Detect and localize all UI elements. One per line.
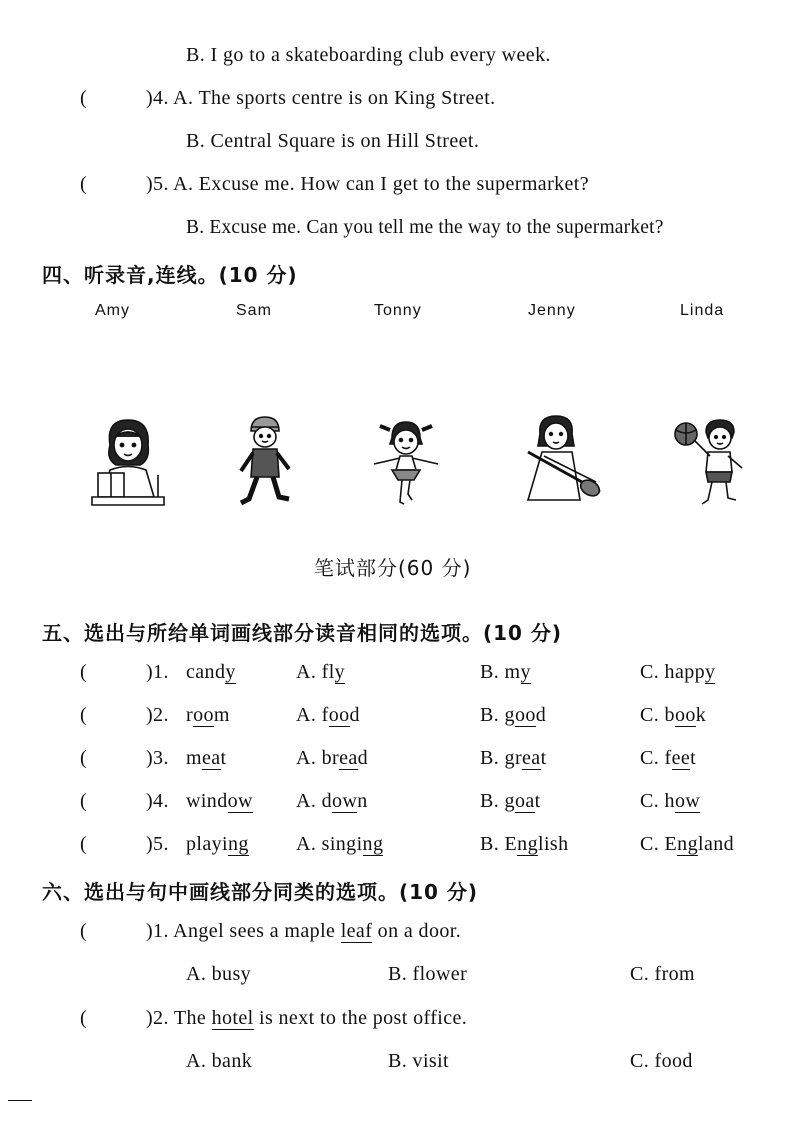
s6-q2-post: is next to the post office. [253,1007,468,1029]
word-part: B. g [480,704,515,726]
word-part: C. b [640,704,675,726]
underlined-letters: y [225,661,236,683]
underlined-letters: y [520,661,531,683]
answer-paren[interactable]: ( [80,920,87,942]
underlined-letters: y [705,661,716,683]
page-corner-rule [8,1100,32,1101]
word-part: cand [186,661,226,683]
word-part: r [186,704,194,726]
word-part: d [357,747,369,769]
name-amy[interactable]: Amy [95,302,130,319]
s5-option-a[interactable] [296,833,383,856]
answer-paren[interactable]: ( [80,173,87,195]
word-part: t [220,747,227,769]
underlined-letters: ow [332,790,358,812]
answer-paren[interactable]: ( [80,661,87,683]
s5-option-a[interactable] [296,747,368,770]
word-part: playi [186,833,228,855]
word-part: t [534,790,541,812]
underlined-letters: ea [522,747,541,769]
word-part: m [186,747,202,769]
word-part: A. f [296,704,329,726]
word-part: d [349,704,360,726]
q3-option-b: B. I go to a skateboarding club every week. [186,44,551,66]
s5-option-b[interactable] [480,747,547,770]
q4-option-a: )4. A. The sports centre is on King Street. [146,87,496,109]
s6-q1-option-a[interactable]: A. busy [186,963,252,985]
s5-option-a[interactable] [296,661,345,684]
s6-q1-post: on a door. [372,920,462,942]
underlined-letters: oo [674,704,696,726]
word-part: B. g [480,790,515,812]
section5-heading: 五、选出与所给单词画线部分读音相同的选项。(10 分) [42,621,563,645]
name-jenny[interactable]: Jenny [528,302,576,319]
section6-heading: 六、选出与句中画线部分同类的选项。(10 分) [42,880,479,904]
word-part: A. br [296,747,340,769]
word-part: n [357,790,368,812]
word-part: d [535,704,547,726]
underlined-letters: oo [193,704,214,726]
underlined-letters: ng [228,833,249,855]
underlined-letters: ng [677,833,698,855]
s5-option-a[interactable] [296,790,368,813]
section4-heading: 四、听录音,连线。(10 分) [42,263,298,287]
q5-option-b: B. Excuse me. Can you tell me the way to the supermarket? [186,217,664,238]
s5-option-b[interactable] [480,790,541,813]
underlined-letters: ow [674,790,701,812]
s6-q1-pre: )1. Angel sees a maple [146,920,341,942]
word-part: wind [186,790,228,812]
s5-option-b[interactable] [480,704,546,727]
s5-given-word [186,790,253,813]
word-part: t [540,747,547,769]
word-part: land [697,833,735,855]
word-part: C. f [640,747,672,769]
word-part: t [690,747,697,769]
underlined-letters: ea [339,747,358,769]
word-part: C. happ [640,661,706,683]
s6-q2-sentence [146,1007,467,1030]
name-tonny[interactable]: Tonny [374,302,422,319]
s5-option-c[interactable] [640,790,700,813]
name-sam[interactable]: Sam [236,302,272,319]
word-part: A. fl [296,661,335,683]
s6-q2-option-b[interactable]: B. visit [388,1050,449,1072]
underlined-letters: ea [201,747,221,769]
answer-paren[interactable]: ( [80,833,87,855]
s6-q2-underlined: hotel [211,1007,254,1029]
word-part: A. singi [296,833,363,855]
s6-q1-underlined: leaf [340,920,373,942]
word-part: B. gr [480,747,522,769]
s5-option-c[interactable] [640,704,706,727]
q4-option-b: B. Central Square is on Hill Street. [186,130,480,152]
word-part: C. h [640,790,675,812]
s6-q2-pre: )2. The [146,1007,212,1029]
word-part: m [213,704,230,726]
s5-given-word [186,661,236,684]
s6-q2-option-c[interactable]: C. food [630,1050,693,1072]
answer-paren[interactable]: ( [80,1007,87,1029]
s5-question-number: )4. [146,790,169,812]
underlined-letters: ng [362,833,384,855]
s5-question-number: )5. [146,833,169,855]
word-part: B. m [480,661,521,683]
word-part: k [695,704,707,726]
word-part: lish [537,833,569,855]
walking-boy-icon[interactable] [235,413,295,511]
answer-paren[interactable]: ( [80,87,87,109]
underlined-letters: ow [227,790,253,812]
underlined-letters: y [334,661,346,683]
answer-paren[interactable]: ( [80,747,87,769]
s5-question-number: )1. [146,661,169,683]
s5-option-a[interactable] [296,704,360,727]
s6-q1-option-b[interactable]: B. flower [388,963,468,985]
underlined-letters: oo [328,704,350,726]
word-part: B. E [480,833,518,855]
s6-q1-option-c[interactable]: C. from [630,963,696,985]
s5-question-number: )2. [146,704,169,726]
s5-given-word [186,704,230,727]
underlined-letters: ee [671,747,691,769]
s5-option-c[interactable] [640,833,734,856]
underlined-letters: oa [514,790,535,812]
word-part: C. E [640,833,678,855]
underlined-letters: ng [517,833,538,855]
answer-paren[interactable]: ( [80,704,87,726]
s5-option-b[interactable] [480,661,531,684]
s5-question-number: )3. [146,747,169,769]
basketball-boy-icon[interactable] [670,418,748,508]
s6-q2-option-a[interactable]: A. bank [186,1050,253,1072]
word-part: A. d [296,790,333,812]
written-part-heading: 笔试部分(60 分) [314,556,472,580]
s5-given-word [186,747,227,770]
s5-given-word [186,833,249,856]
underlined-letters: oo [514,704,536,726]
s5-option-c[interactable] [640,661,715,684]
s5-option-b[interactable] [480,833,568,856]
dancing-girl-icon[interactable] [366,418,446,508]
reading-girl-icon[interactable] [88,415,168,510]
q5-option-a: )5. A. Excuse me. How can I get to the supermarket? [146,173,590,195]
violin-girl-icon[interactable] [514,412,606,504]
name-linda[interactable]: Linda [680,302,725,319]
answer-paren[interactable]: ( [80,790,87,812]
s6-q1-sentence [146,920,461,943]
s5-option-c[interactable] [640,747,696,770]
